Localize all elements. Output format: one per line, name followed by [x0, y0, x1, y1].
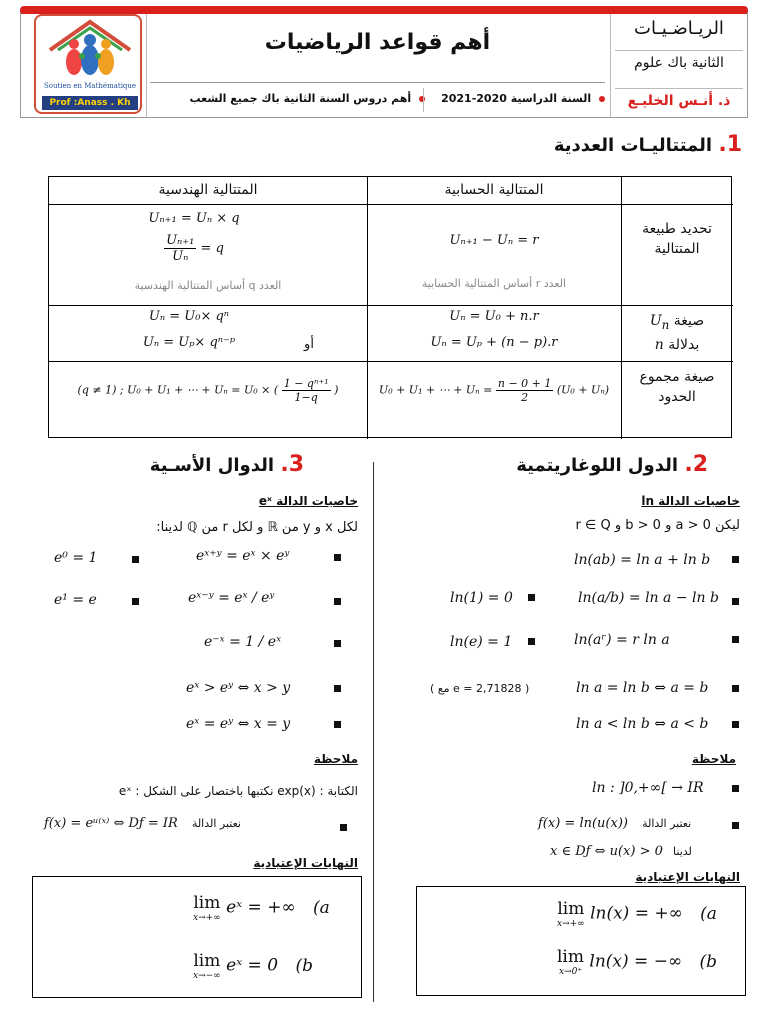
bullet-icon [334, 685, 341, 692]
ln-domain-note: ln : ]0,+∞[ → IR [592, 780, 704, 796]
bullet-icon [732, 721, 739, 728]
column-header-geometric: المتتالية الهندسية [158, 182, 258, 198]
arithmetic-definition: Uₙ₊₁ − Uₙ = r [449, 233, 539, 248]
exp-limit-a [193, 893, 330, 923]
bullet-icon [132, 556, 139, 563]
fraction-denominator: 2 [521, 391, 529, 404]
exp-limit-b [193, 951, 313, 981]
e-value-note: ( e = 2,71828 مع ) [430, 682, 530, 695]
or-word: أو [304, 337, 314, 352]
section-heading-logarithm [516, 452, 708, 477]
limit-subscript: x→+∞ [557, 919, 585, 929]
exp-rule-diff: eˣ⁻ʸ = eˣ / eʸ [188, 590, 275, 606]
fraction-numerator: Uₙ₊₁ [166, 233, 195, 248]
ln-properties-title: خاصيات الدالة ln [641, 494, 740, 508]
composite-label: نعتبر الدالة [642, 817, 692, 830]
bullet-icon [732, 556, 739, 563]
lim-word: lim [193, 893, 221, 913]
exp-limits-title: النهايات الإعتيادية [253, 856, 358, 870]
lim-word: lim [557, 947, 584, 967]
limit-tag: (a [700, 903, 717, 924]
geometric-ratio [49, 233, 339, 264]
class-name: الثانية باك علوم [615, 50, 743, 71]
bullet-icon [732, 785, 739, 792]
exp-notation-note: الكتابة : exp(x) نكتبها باختصار على الشكل : eˣ [118, 784, 358, 798]
header-divider [150, 82, 605, 83]
ln-rule-less: ln a < ln b ⇔ a < b [576, 716, 709, 732]
formula-rhs: = q [200, 241, 224, 256]
exp-rule-sum: eˣ⁺ʸ = eˣ × eʸ [196, 548, 290, 564]
exp-rule-greater: eˣ > eʸ ⇔ x > y [186, 680, 291, 696]
row-label-text: صيغة [673, 313, 705, 329]
limit-subscript: x→−∞ [193, 971, 221, 981]
header-divider [423, 88, 424, 112]
header-divider [610, 14, 611, 118]
ln-domain-condition [550, 844, 692, 859]
limit-expression: ln(x) = −∞ [589, 951, 683, 972]
school-year-text: السنة الدراسية 2020-2021 [441, 92, 592, 105]
limit-expression: eˣ = 0 [226, 955, 279, 976]
composite-label: نعتبر الدالة [191, 817, 241, 830]
exp-note-title: ملاحظة [313, 752, 358, 766]
fraction-denominator: Uₙ [172, 249, 189, 264]
lim-word: lim [557, 899, 585, 919]
logo [34, 14, 142, 114]
bullet-icon [132, 598, 139, 605]
section-number: 3. [280, 452, 304, 477]
teacher-name: ذ. أنـس الخليـع [615, 88, 743, 109]
table-grid-line [367, 177, 368, 439]
row-label-text: بدلالة [668, 336, 700, 353]
fraction-denominator: 1−q [294, 391, 318, 404]
page-title: أهم قواعد الرياضيات [264, 30, 491, 55]
bullet-dot-icon [419, 96, 425, 102]
bullet-icon [528, 638, 535, 645]
row-label-general-term: صيغة $U_n$ بدلالة n [649, 313, 705, 353]
ln-rule-e: ln(e) = 1 [450, 634, 513, 650]
section-number: 1. [718, 132, 742, 157]
formula-lhs: (q ≠ 1) ; U₀ + U₁ + ⋯ + Uₙ = U₀ × ( [77, 383, 279, 397]
ln-rule-power: ln(aʳ) = r ln a [574, 632, 670, 648]
bullet-icon [732, 636, 739, 643]
exp-rule-equal: eˣ = eʸ ⇔ x = y [186, 716, 291, 732]
section-title: الدوال الأسـية [149, 455, 275, 476]
exp-properties-title: خاصيات الدالة eˣ [258, 494, 358, 508]
row-label-nature: تحديد طبيعة المتتالية [642, 221, 712, 257]
geometric-sum [53, 377, 363, 404]
bullet-icon [528, 594, 535, 601]
geometric-general-term: Uₙ = U₀× qⁿ [148, 309, 230, 324]
bullet-icon [732, 685, 739, 692]
section-title: الدول اللوغاريتمية [516, 455, 679, 476]
family-logo-icon [36, 16, 142, 82]
composite-formula: f(x) = ln(u(x)) [538, 816, 628, 831]
lessons-note [189, 92, 425, 105]
formula-lhs: U₀ + U₁ + ⋯ + Uₙ = [378, 383, 493, 397]
bullet-icon [732, 822, 739, 829]
limit-tag: (b [699, 951, 718, 972]
lim-word: lim [193, 951, 221, 971]
exp-rule-zero: e⁰ = 1 [54, 550, 98, 566]
arithmetic-general-term: Uₙ = U₀ + n.r [449, 309, 539, 324]
ln-rule-one: ln(1) = 0 [450, 590, 513, 606]
section-heading-exponential [150, 452, 304, 477]
section-title: المتتاليـات العددية [553, 135, 713, 156]
header-divider [146, 14, 147, 118]
table-grid-line [49, 361, 733, 362]
geometric-definition: Uₙ₊₁ = Uₙ × q [148, 211, 240, 226]
bullet-icon [334, 598, 341, 605]
geometric-general-term-p: Uₙ = Uₚ× qⁿ⁻ᵖ [142, 335, 236, 350]
row-label-sum: صيغة مجموع الحدود [639, 369, 715, 405]
bullet-icon [340, 824, 347, 831]
domain-label: لدينا [673, 845, 692, 858]
bullet-icon [334, 640, 341, 647]
limit-tag: (b [295, 955, 313, 976]
ln-note-title: ملاحظة [691, 752, 736, 766]
logo-author-badge: Prof :Anass . Kh [42, 96, 138, 110]
limit-expression: ln(x) = +∞ [590, 903, 683, 924]
formula-rhs: (U₀ + Uₙ) [556, 383, 610, 397]
exp-hypothesis: لكل x و y من ℝ و لكل r من ℚ لدينا: [156, 520, 358, 535]
ln-hypothesis: ليكن a > 0 و b > 0 و r ∈ Q [575, 518, 740, 533]
ln-limit-a [557, 899, 717, 929]
fraction-numerator: n − 0 + 1 [497, 377, 552, 390]
exp-rule-one: e¹ = e [54, 592, 97, 608]
limit-subscript: x→0⁺ [558, 967, 583, 977]
ln-limits-title: النهايات الإعتيادية [635, 870, 740, 884]
limit-expression: eˣ = +∞ [226, 897, 296, 918]
bullet-dot-icon [599, 96, 605, 102]
sequences-table [48, 176, 732, 438]
arithmetic-general-term-p: Uₙ = Uₚ + (n − p).r [430, 335, 558, 350]
exp-rule-neg: e⁻ˣ = 1 / eˣ [204, 634, 282, 650]
domain-formula: x ∈ Dƒ ⇔ u(x) > 0 [550, 844, 663, 859]
section-heading-sequences [554, 132, 742, 157]
column-header-arithmetic: المتتالية الحسابية [444, 182, 544, 198]
geometric-note: العدد q أساس المتتالية الهندسية [134, 279, 282, 292]
exp-composite-note [44, 816, 241, 831]
exp-limits-box [32, 876, 362, 998]
school-year [441, 92, 605, 105]
ln-limit-b [557, 947, 717, 977]
formula-close: ) [334, 383, 339, 397]
logo-caption: Soutien en Mathématique [43, 82, 137, 90]
arithmetic-sum [369, 377, 619, 404]
subject-name: الريـاضـيـات [634, 18, 724, 39]
section-number: 2. [684, 452, 708, 477]
arithmetic-note: العدد r أساس المتتالية الحسابية [421, 277, 567, 290]
lessons-note-text: أهم دروس السنة الثانية باك جميع الشعب [189, 92, 412, 105]
ln-rule-product: ln(ab) = ln a + ln b [574, 552, 711, 568]
limit-subscript: x→+∞ [193, 913, 221, 923]
table-grid-line [49, 305, 733, 306]
ln-composite-note [538, 816, 691, 831]
fraction-numerator: 1 − qⁿ⁺¹ [283, 377, 329, 390]
ln-limits-box [416, 886, 746, 996]
column-divider [373, 462, 374, 1002]
limit-tag: (a [313, 897, 330, 918]
bullet-icon [334, 554, 341, 561]
ln-rule-quotient: ln(a/b) = ln a − ln b [578, 590, 719, 606]
header-info-row [150, 88, 605, 112]
table-grid-line [49, 204, 733, 205]
bullet-icon [334, 721, 341, 728]
table-grid-line [621, 177, 622, 439]
bullet-icon [732, 598, 739, 605]
ln-rule-equal: ln a = ln b ⇔ a = b [576, 680, 709, 696]
composite-formula: f(x) = eᵘ⁽ˣ⁾ ⇔ Dƒ = IR [44, 816, 178, 831]
